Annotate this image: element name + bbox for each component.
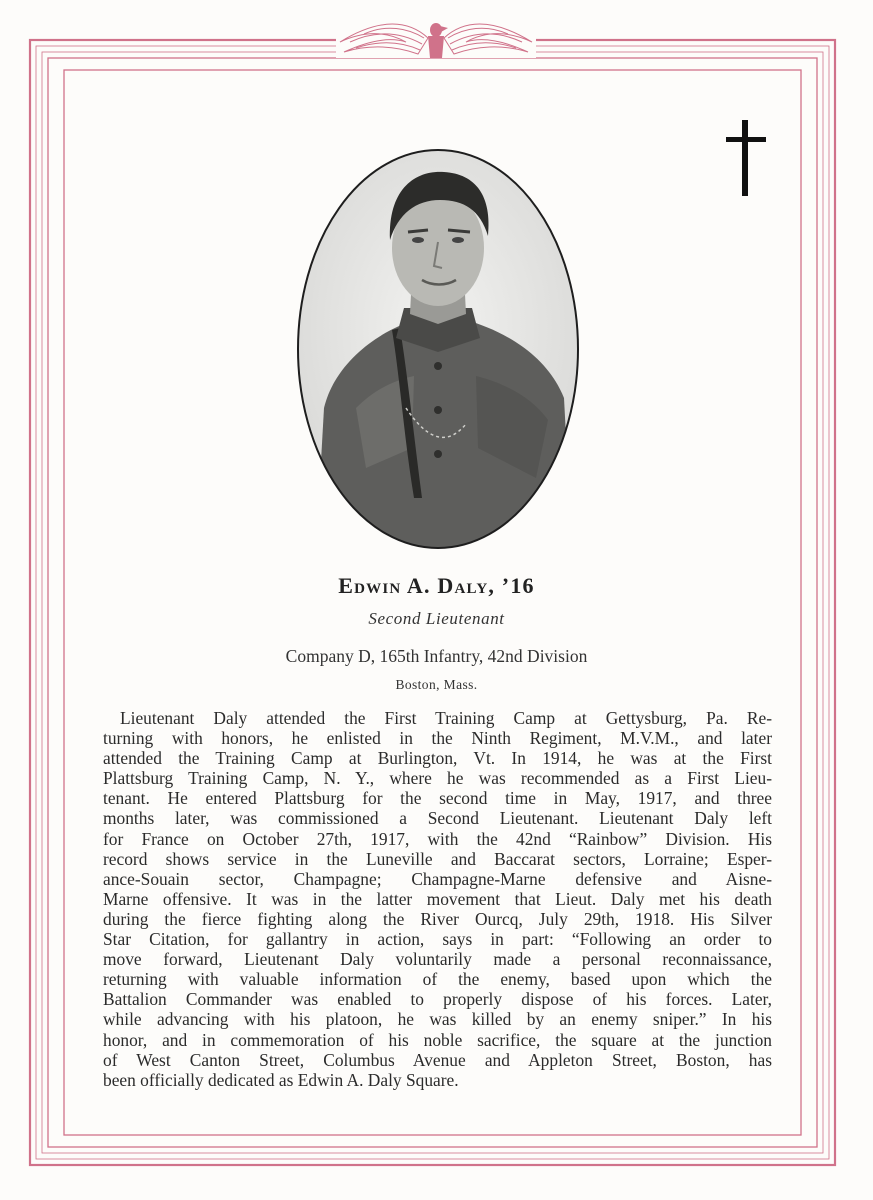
person-hometown: Boston, Mass. [395,677,478,692]
person-name: Edwin A. Daly, ’16 [338,573,535,598]
latin-cross-icon [722,118,772,198]
biography-line: record shows service in the Luneville and Baccarat sectors, Lorraine; Esper- [103,848,772,869]
biography-line: Star Citation, for gallantry in action, says in part: “Following an order to [103,929,772,950]
person-rank: Second Lieutenant [368,609,505,628]
biography-line: tenant. He entered Plattsburg for the second time in May, 1917, and three [103,788,772,809]
biography-line: move forward, Lieutenant Daly voluntarily made a personal reconnaissance, [103,949,772,970]
biography-line: months later, was commissioned a Second Lieutenant. Lieutenant Daly left [103,808,772,829]
biography-line: attended the Training Camp at Burlington, Vt. In 1914, he was at the First [103,748,772,769]
biography-paragraph [103,708,772,1090]
eagle-ornament-icon [336,14,536,58]
biography-line: ance-Souain sector, Champagne; Champagne-Marne defensive and Aisne- [103,868,772,889]
biography-line: honor, and in commemoration of his noble sacrifice, the square at the junction [103,1029,772,1050]
biography-line: during the fierce fighting along the River Ourcq, July 29th, 1918. His Silver [103,908,772,929]
biography-line: Plattsburg Training Camp, N. Y., where he was recommended as a First Lieu- [103,768,772,789]
biography-line: returning with valuable information of the enemy, based upon which the [103,969,772,990]
biography-line: turning with honors, he enlisted in the Ninth Regiment, M.V.M., and later [103,728,772,749]
biography-line: Marne offensive. It was in the latter movement that Lieut. Daly met his death [103,888,772,909]
biography-line: of West Canton Street, Columbus Avenue and Appleton Street, Boston, has [103,1049,772,1070]
biography-line: Battalion Commander was enabled to properly dispose of his forces. Later, [103,989,772,1010]
biography-line: Lieutenant Daly attended the First Training Camp at Gettysburg, Pa. Re- [120,708,772,728]
biography-line: while advancing with his platoon, he was killed by an enemy sniper.” In his [103,1009,772,1030]
biography-line: for France on October 27th, 1917, with the 42nd “Rainbow” Division. His [103,828,772,849]
biography-line: been officially dedicated as Edwin A. Daly Square. [103,1069,459,1090]
oval-portrait-photo [296,148,580,550]
person-unit: Company D, 165th Infantry, 42nd Division [285,646,588,666]
